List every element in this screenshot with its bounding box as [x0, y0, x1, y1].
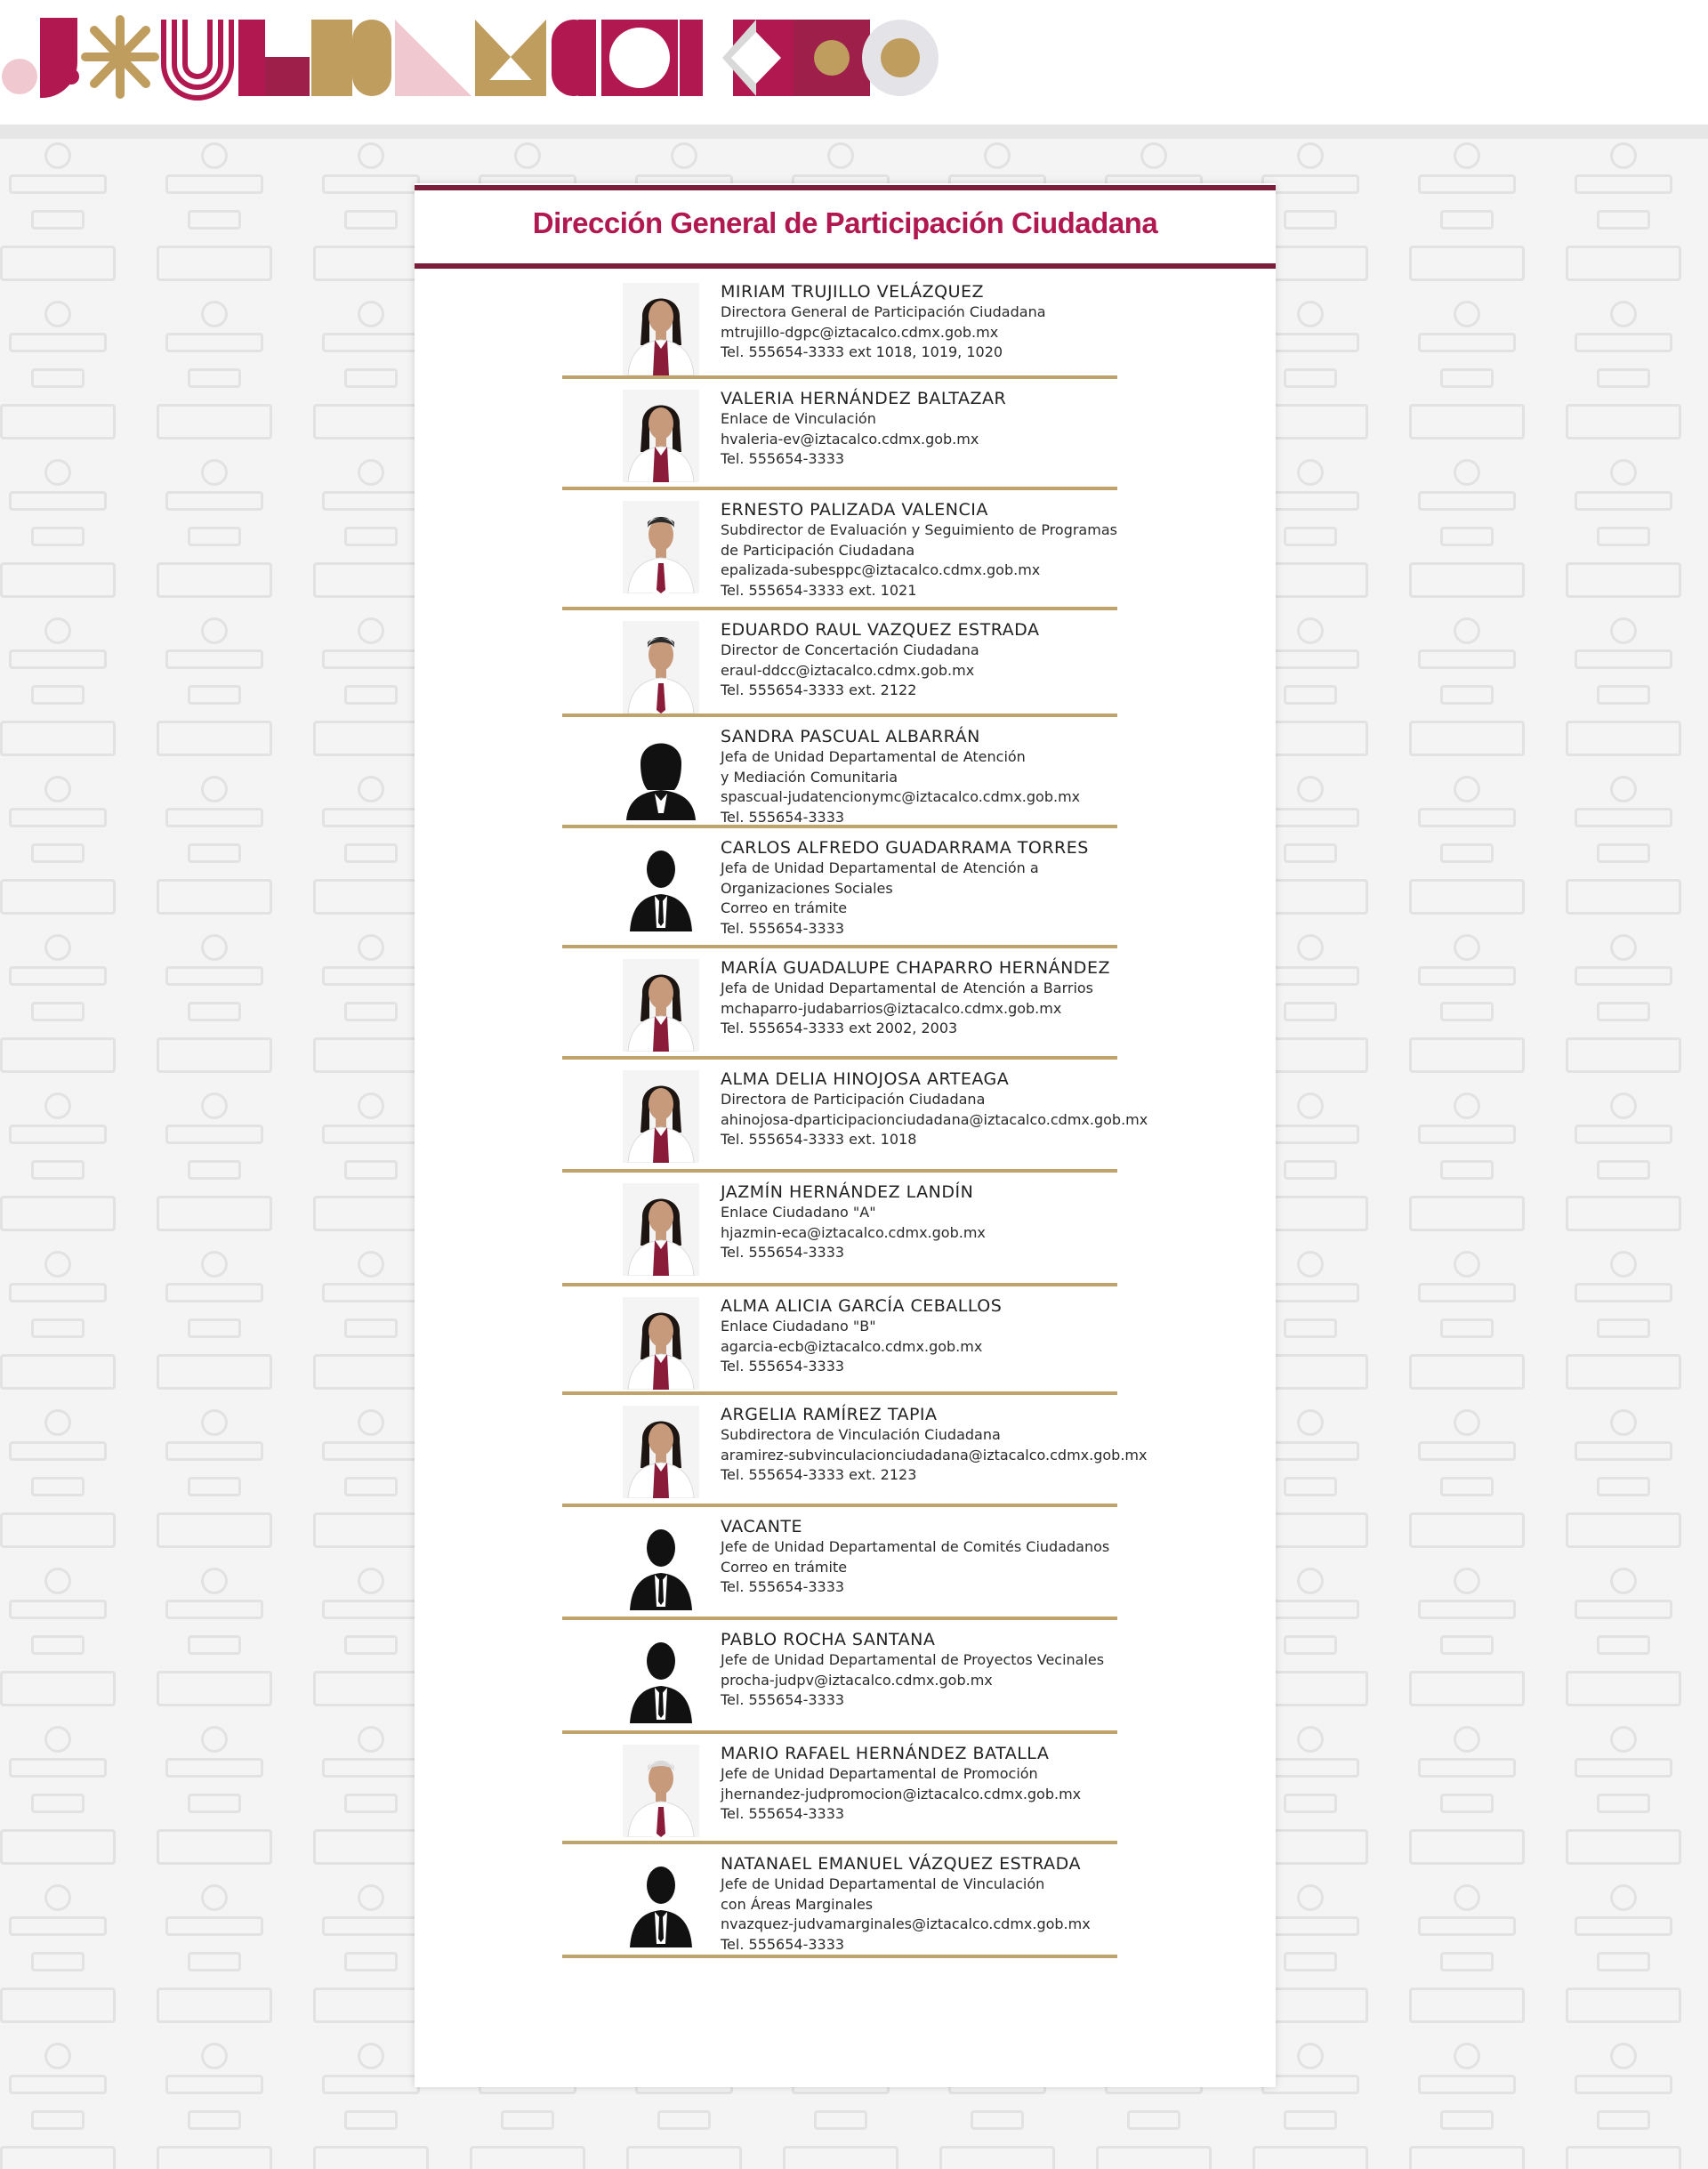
background-tile — [139, 931, 290, 1100]
staff-phone: Tel. 555654-3333 — [721, 1244, 845, 1261]
staff-name: MARIO RAFAEL HERNÁNDEZ BATALLA — [721, 1744, 1050, 1763]
julio-mexico-logo — [0, 0, 979, 116]
staff-info — [721, 1629, 1139, 1711]
staff-photo — [623, 959, 699, 1052]
background-tile — [1391, 1247, 1543, 1416]
staff-phone: Tel. 555654-3333 — [721, 1578, 845, 1595]
staff-name: ALMA ALICIA GARCÍA CEBALLOS — [721, 1296, 1003, 1316]
staff-name: MIRIAM TRUJILLO VELÁZQUEZ — [721, 282, 985, 302]
background-tile — [1391, 1722, 1543, 1891]
background-tile — [139, 614, 290, 783]
staff-phone: Tel. 555654-3333 — [721, 1358, 845, 1375]
background-tile — [0, 139, 133, 308]
staff-email-link[interactable]: hvaleria-ev@iztacalco.cdmx.gob.mx — [721, 430, 979, 448]
background-tile — [1391, 614, 1543, 783]
staff-detail: Jefe de Unidad Departamental de Vinculación — [721, 1875, 1045, 1892]
background-tile — [139, 1247, 290, 1416]
staff-info — [721, 1068, 1148, 1150]
background-tile — [1391, 2039, 1543, 2169]
background-tile — [1548, 456, 1699, 625]
background-tile — [1548, 1722, 1699, 1891]
staff-entry — [562, 379, 1117, 490]
background-tile — [0, 297, 133, 466]
staff-phone: Tel. 555654-3333 ext. 2123 — [721, 1466, 917, 1483]
staff-name: ARGELIA RAMÍREZ TAPIA — [721, 1405, 938, 1424]
staff-detail: Director de Concertación Ciudadana — [721, 641, 979, 658]
staff-detail: Jefa de Unidad Departamental de Atención a — [721, 859, 1039, 876]
title-bottom-rule — [415, 263, 1276, 269]
background-tile — [0, 1564, 133, 1733]
page-title: Dirección General de Participación Ciudadana — [532, 206, 1158, 239]
staff-photo — [623, 1745, 699, 1837]
staff-info — [721, 1295, 1139, 1377]
staff-email-link[interactable]: ahinojosa-dparticipacionciudadana@iztacalco.cdmx.gob.mx — [721, 1110, 1148, 1128]
staff-detail: Enlace Ciudadano "A" — [721, 1204, 876, 1221]
staff-info — [721, 619, 1139, 701]
staff-entry — [562, 1286, 1117, 1395]
staff-name: MARÍA GUADALUPE CHAPARRO HERNÁNDEZ — [721, 958, 1110, 978]
staff-name: CARLOS ALFREDO GUADARRAMA TORRES — [721, 838, 1089, 858]
staff-detail: Correo en trámite — [721, 899, 848, 916]
background-tile — [0, 1089, 133, 1258]
staff-entry — [562, 1620, 1117, 1734]
staff-photo — [623, 1183, 699, 1276]
staff-name: ALMA DELIA HINOJOSA ARTEAGA — [721, 1069, 1010, 1089]
staff-photo — [623, 283, 699, 375]
staff-detail: Correo en trámite — [721, 1558, 848, 1576]
background-tile — [1548, 1247, 1699, 1416]
placeholder-silhouette-photo — [623, 1631, 699, 1723]
background-tile — [0, 1881, 133, 2050]
staff-name: SANDRA PASCUAL ALBARRÁN — [721, 727, 980, 746]
background-tile — [1548, 1406, 1699, 1575]
background-tile — [0, 931, 133, 1100]
staff-entry — [562, 272, 1117, 379]
staff-detail: Jefe de Unidad Departamental de Promoción — [721, 1765, 1038, 1782]
background-tile — [1391, 456, 1543, 625]
background-tile — [1548, 931, 1699, 1100]
background-tile — [139, 1089, 290, 1258]
staff-entry — [562, 1173, 1117, 1286]
placeholder-silhouette-photo — [623, 1518, 699, 1610]
staff-phone: Tel. 555654-3333 — [721, 1935, 845, 1953]
staff-phone: Tel. 555654-3333 ext 1018, 1019, 1020 — [721, 343, 1003, 360]
background-tile — [0, 1722, 133, 1891]
staff-entry — [562, 1507, 1117, 1620]
staff-entry — [562, 1395, 1148, 1507]
staff-email-link[interactable]: eraul-ddcc@iztacalco.cdmx.gob.mx — [721, 661, 975, 679]
staff-phone: Tel. 555654-3333 — [721, 919, 845, 937]
staff-photo — [623, 1297, 699, 1390]
staff-info — [721, 837, 1139, 939]
placeholder-silhouette-photo — [623, 1855, 699, 1947]
staff-info — [721, 281, 1139, 363]
staff-name: EDUARDO RAUL VAZQUEZ ESTRADA — [721, 620, 1040, 640]
staff-info — [721, 1181, 1139, 1263]
staff-entry — [562, 1844, 1117, 1958]
staff-detail: Directora de Participación Ciudadana — [721, 1091, 986, 1108]
staff-email-link[interactable]: hjazmin-eca@iztacalco.cdmx.gob.mx — [721, 1223, 986, 1241]
staff-detail: Directora General de Participación Ciudadana — [721, 303, 1046, 320]
background-tile — [0, 2039, 133, 2169]
staff-name: VACANTE — [721, 1517, 803, 1536]
background-tile — [1548, 772, 1699, 941]
staff-phone: Tel. 555654-3333 ext. 1018 — [721, 1131, 917, 1148]
staff-entry — [562, 1734, 1117, 1844]
staff-detail: Jefe de Unidad Departamental de Comités Ciudadanos — [721, 1538, 1110, 1555]
staff-email-link[interactable]: jhernandez-judpromocion@iztacalco.cdmx.gob.mx — [721, 1785, 1082, 1802]
placeholder-silhouette-photo — [623, 728, 699, 820]
background-tile — [1548, 1089, 1699, 1258]
staff-email-link[interactable]: nvazquez-judvamarginales@iztacalco.cdmx.gob.mx — [721, 1915, 1091, 1932]
title-top-rule — [415, 185, 1276, 190]
background-tile — [0, 1247, 133, 1416]
staff-entry — [562, 1060, 1148, 1173]
background-tile — [139, 1406, 290, 1575]
staff-phone: Tel. 555654-3333 — [721, 1805, 845, 1822]
background-tile — [1391, 931, 1543, 1100]
background-tile — [1548, 1881, 1699, 2050]
staff-name: ERNESTO PALIZADA VALENCIA — [721, 500, 988, 520]
background-tile — [1391, 1406, 1543, 1575]
staff-phone: Tel. 555654-3333 — [721, 808, 845, 826]
staff-name: NATANAEL EMANUEL VÁZQUEZ ESTRADA — [721, 1854, 1081, 1874]
staff-entry — [562, 828, 1117, 948]
entry-divider — [562, 1955, 1117, 1958]
header-logo-strip — [0, 0, 1708, 125]
staff-info — [721, 1516, 1139, 1598]
background-tile — [139, 1722, 290, 1891]
staff-entry — [562, 610, 1117, 717]
staff-detail: con Áreas Marginales — [721, 1895, 874, 1913]
staff-email-link[interactable]: procha-judpv@iztacalco.cdmx.gob.mx — [721, 1671, 993, 1689]
staff-info — [721, 726, 1139, 827]
staff-email-link[interactable]: mchaparro-judabarrios@iztacalco.cdmx.gob.mx — [721, 999, 1062, 1017]
background-tile — [0, 772, 133, 941]
staff-phone: Tel. 555654-3333 ext. 2122 — [721, 681, 917, 698]
background-tile — [139, 2039, 290, 2169]
staff-photo — [623, 390, 699, 482]
background-tile — [139, 456, 290, 625]
staff-photo — [623, 501, 699, 593]
staff-email-link[interactable]: mtrujillo-dgpc@iztacalco.cdmx.gob.mx — [721, 323, 999, 341]
staff-name: JAZMÍN HERNÁNDEZ LANDÍN — [721, 1182, 974, 1202]
staff-phone: Tel. 555654-3333 ext 2002, 2003 — [721, 1020, 958, 1036]
staff-entry — [562, 717, 1117, 828]
background-tile — [0, 614, 133, 783]
background-tile — [1548, 297, 1699, 466]
background-tile — [139, 1564, 290, 1733]
background-tile — [1391, 139, 1543, 308]
staff-detail: Subdirectora de Vinculación Ciudadana — [721, 1426, 1001, 1443]
staff-email-link[interactable]: agarcia-ecb@iztacalco.cdmx.gob.mx — [721, 1337, 983, 1355]
staff-info — [721, 388, 1139, 470]
staff-phone: Tel. 555654-3333 — [721, 1691, 845, 1708]
staff-email-link[interactable]: epalizada-subesppc@iztacalco.cdmx.gob.mx — [721, 561, 1041, 578]
background-tile — [0, 1406, 133, 1575]
staff-info — [721, 1853, 1139, 1955]
staff-detail: Enlace de Vinculación — [721, 410, 876, 427]
background-tile — [1548, 2039, 1699, 2169]
staff-entry — [562, 490, 1117, 610]
staff-name: PABLO ROCHA SANTANA — [721, 1630, 936, 1649]
background-tile — [0, 456, 133, 625]
staff-photo — [623, 1406, 699, 1498]
background-tile — [1548, 1564, 1699, 1733]
staff-detail: Organizaciones Sociales — [721, 879, 893, 897]
header-divider — [0, 125, 1708, 139]
staff-info — [721, 1743, 1139, 1825]
staff-info — [721, 499, 1139, 601]
directory-card — [415, 183, 1276, 2087]
staff-detail: Jefa de Unidad Departamental de Atención — [721, 748, 1026, 765]
staff-entry — [562, 948, 1117, 1060]
staff-phone: Tel. 555654-3333 — [721, 450, 845, 467]
staff-name: VALERIA HERNÁNDEZ BALTAZAR — [721, 389, 1007, 408]
staff-email-link[interactable]: spascual-judatencionymc@iztacalco.cdmx.gob.mx — [721, 788, 1081, 805]
staff-info — [721, 1404, 1148, 1486]
background-tile — [1391, 1564, 1543, 1733]
staff-detail: y Mediación Comunitaria — [721, 768, 898, 786]
background-tile — [1548, 139, 1699, 308]
staff-photo — [623, 1070, 699, 1163]
background-tile — [1391, 1881, 1543, 2050]
background-tile — [139, 1881, 290, 2050]
background-tile — [139, 297, 290, 466]
staff-email-link[interactable]: aramirez-subvinculacionciudadana@iztacalco.cdmx.gob.mx — [721, 1446, 1148, 1463]
placeholder-silhouette-photo — [623, 839, 699, 931]
background-tile — [1391, 772, 1543, 941]
staff-detail: Jefe de Unidad Departamental de Proyectos Vecinales — [721, 1651, 1105, 1668]
staff-detail: Jefa de Unidad Departamental de Atención a Barrios — [721, 980, 1094, 996]
staff-detail: Subdirector de Evaluación y Seguimiento de Programas — [721, 521, 1117, 538]
staff-info — [721, 957, 1139, 1039]
background-tile — [1548, 614, 1699, 783]
background-tile — [139, 772, 290, 941]
staff-phone: Tel. 555654-3333 ext. 1021 — [721, 581, 917, 599]
background-tile — [139, 139, 290, 308]
staff-detail: Enlace Ciudadano "B" — [721, 1318, 876, 1334]
background-tile — [1391, 297, 1543, 466]
staff-photo — [623, 621, 699, 714]
staff-detail: de Participación Ciudadana — [721, 541, 915, 559]
background-tile — [1391, 1089, 1543, 1258]
